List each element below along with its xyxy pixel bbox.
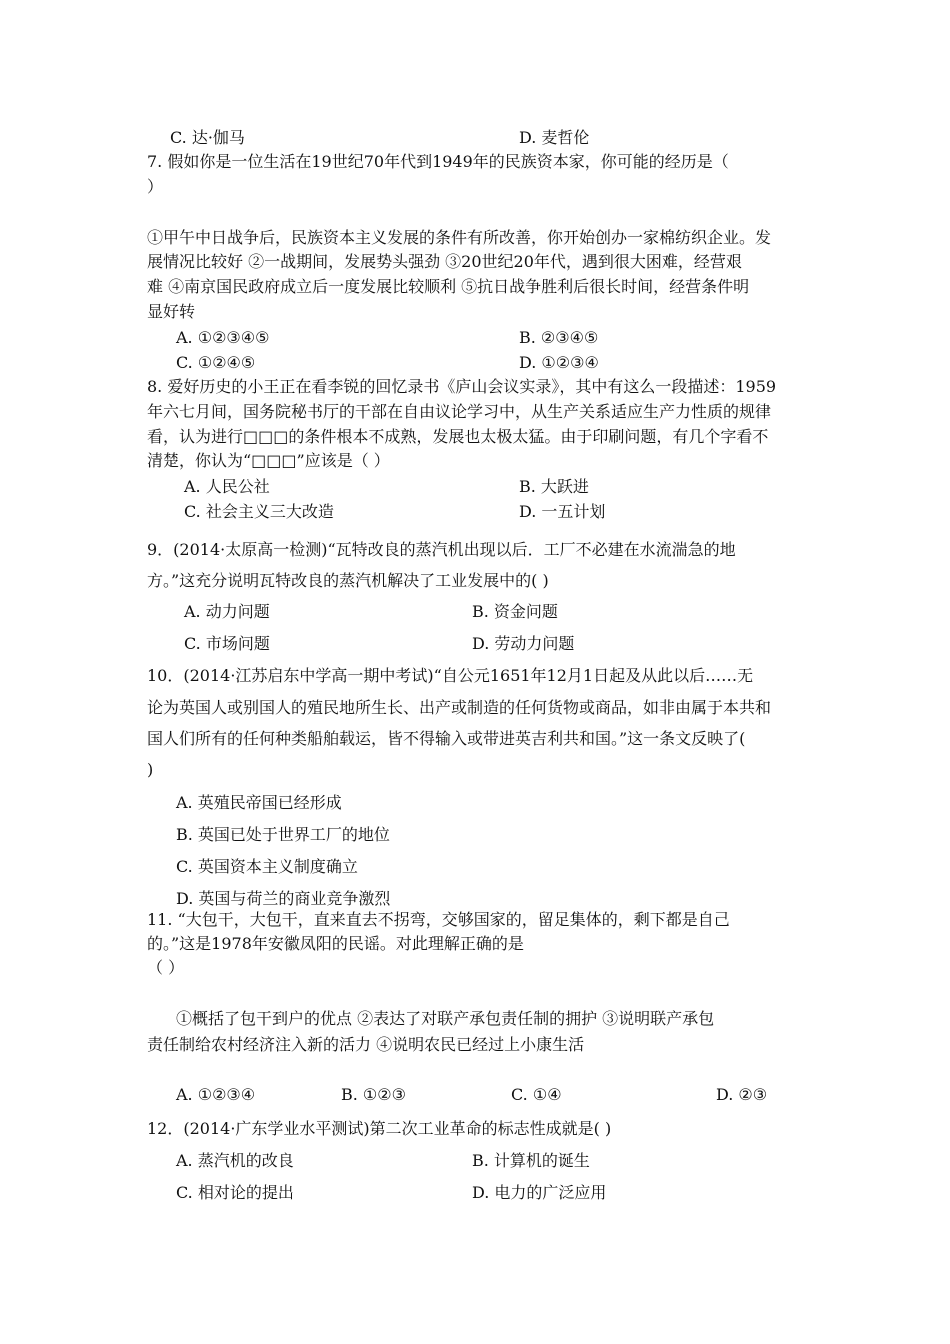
- q8-option-c: C. 社会主义三大改造: [184, 502, 334, 521]
- q7-option-a: A. ①②③④⑤: [176, 328, 270, 347]
- q8-stem-line: 看，认为进行□□□的条件根本不成熟，发展也太极太猛。由于印刷问题，有几个字看不: [147, 427, 769, 446]
- q11-option-d: D. ②③: [716, 1085, 768, 1104]
- q10-option-a: A. 英殖民帝国已经形成: [176, 793, 342, 812]
- q12-stem: 12．(2014·广东学业水平测试)第二次工业革命的标志性成就是( ): [147, 1119, 612, 1138]
- q9-stem-line: 方。”这充分说明瓦特改良的蒸汽机解决了工业发展中的( ): [147, 571, 549, 590]
- q7-body-line: ①甲午中日战争后，民族资本主义发展的条件有所改善，你开始创办一家棉纺织企业。发: [147, 228, 772, 247]
- q8-stem-line: 年六七月间，国务院秘书厅的干部在自由议论学习中，从生产关系适应生产力性质的规律: [147, 402, 772, 421]
- q6-option-d: D. 麦哲伦: [519, 128, 590, 147]
- q10-stem-line: 国人们所有的任何种类船舶载运，皆不得输入或带进英吉利共和国。”这一条文反映了(: [147, 729, 746, 748]
- q10-option-c: C. 英国资本主义制度确立: [176, 857, 358, 876]
- q9-stem-line: 9．(2014·太原高一检测)“瓦特改良的蒸汽机出现以后．工厂不必建在水流湍急的地: [147, 540, 736, 559]
- q7-body-line: 难 ④南京国民政府成立后一度发展比较顺利 ⑤抗日战争胜利后很长时间，经营条件明: [147, 277, 750, 296]
- q10-stem-line: 论为英国人或别国人的殖民地所生长、出产或制造的任何货物或商品，如非由属于本共和: [147, 698, 772, 717]
- q10-stem-line: 10．(2014·江苏启东中学高一期中考试)“自公元1651年12月1日起及从此以后……无: [147, 666, 754, 685]
- q11-option-a: A. ①②③④: [176, 1085, 256, 1104]
- q9-option-a: A. 动力问题: [184, 602, 270, 621]
- q10-stem-line: ): [147, 760, 154, 779]
- q11-stem-line: 的。”这是1978年安徽凤阳的民谣。对此理解正确的是: [147, 934, 524, 953]
- q7-option-d: D. ①②③④: [519, 353, 599, 372]
- q9-option-c: C. 市场问题: [184, 634, 270, 653]
- q11-stem-line: 11. “大包干，大包干，直来直去不拐弯，交够国家的，留足集体的，剩下都是自己: [147, 910, 730, 929]
- q7-body-line: 显好转: [147, 302, 196, 321]
- q8-option-d: D. 一五计划: [519, 502, 606, 521]
- q12-option-a: A. 蒸汽机的改良: [176, 1151, 294, 1170]
- q8-option-b: B. 大跃进: [519, 477, 589, 496]
- q7-option-c: C. ①②④⑤: [176, 353, 256, 372]
- q7-stem-line: ）: [147, 177, 164, 196]
- q11-stem-line: （ ）: [147, 958, 185, 977]
- q7-body-line: 展情况比较好 ②一战期间，发展势头强劲 ③20世纪20年代，遇到很大困难，经营艰: [147, 252, 742, 271]
- q11-option-b: B. ①②③: [341, 1085, 406, 1104]
- q12-option-b: B. 计算机的诞生: [472, 1151, 590, 1170]
- q8-stem-line: 8. 爱好历史的小王正在看李锐的回忆录书《庐山会议实录》，其中有这么一段描述：1959: [147, 377, 777, 396]
- q11-body-line: ①概括了包干到户的优点 ②表达了对联产承包责任制的拥护 ③说明联产承包: [176, 1009, 715, 1028]
- q7-option-b: B. ②③④⑤: [519, 328, 599, 347]
- q7-stem-line: 7. 假如你是一位生活在19世纪70年代到1949年的民族资本家，你可能的经历是（: [147, 152, 729, 171]
- q11-option-c: C. ①④: [511, 1085, 562, 1104]
- q10-option-b: B. 英国已处于世界工厂的地位: [176, 825, 390, 844]
- q8-option-a: A. 人民公社: [184, 477, 270, 496]
- q8-stem-line: 清楚，你认为“□□□”应该是（ ）: [147, 451, 390, 470]
- q10-option-d: D. 英国与荷兰的商业竞争激烈: [176, 889, 391, 908]
- q11-body-line: 责任制给农村经济注入新的活力 ④说明农民已经过上小康生活: [147, 1035, 585, 1054]
- q9-option-d: D. 劳动力问题: [472, 634, 575, 653]
- q12-option-d: D. 电力的广泛应用: [472, 1183, 607, 1202]
- q12-option-c: C. 相对论的提出: [176, 1183, 294, 1202]
- q9-option-b: B. 资金问题: [472, 602, 558, 621]
- q6-option-c: C. 达·伽马: [170, 128, 245, 147]
